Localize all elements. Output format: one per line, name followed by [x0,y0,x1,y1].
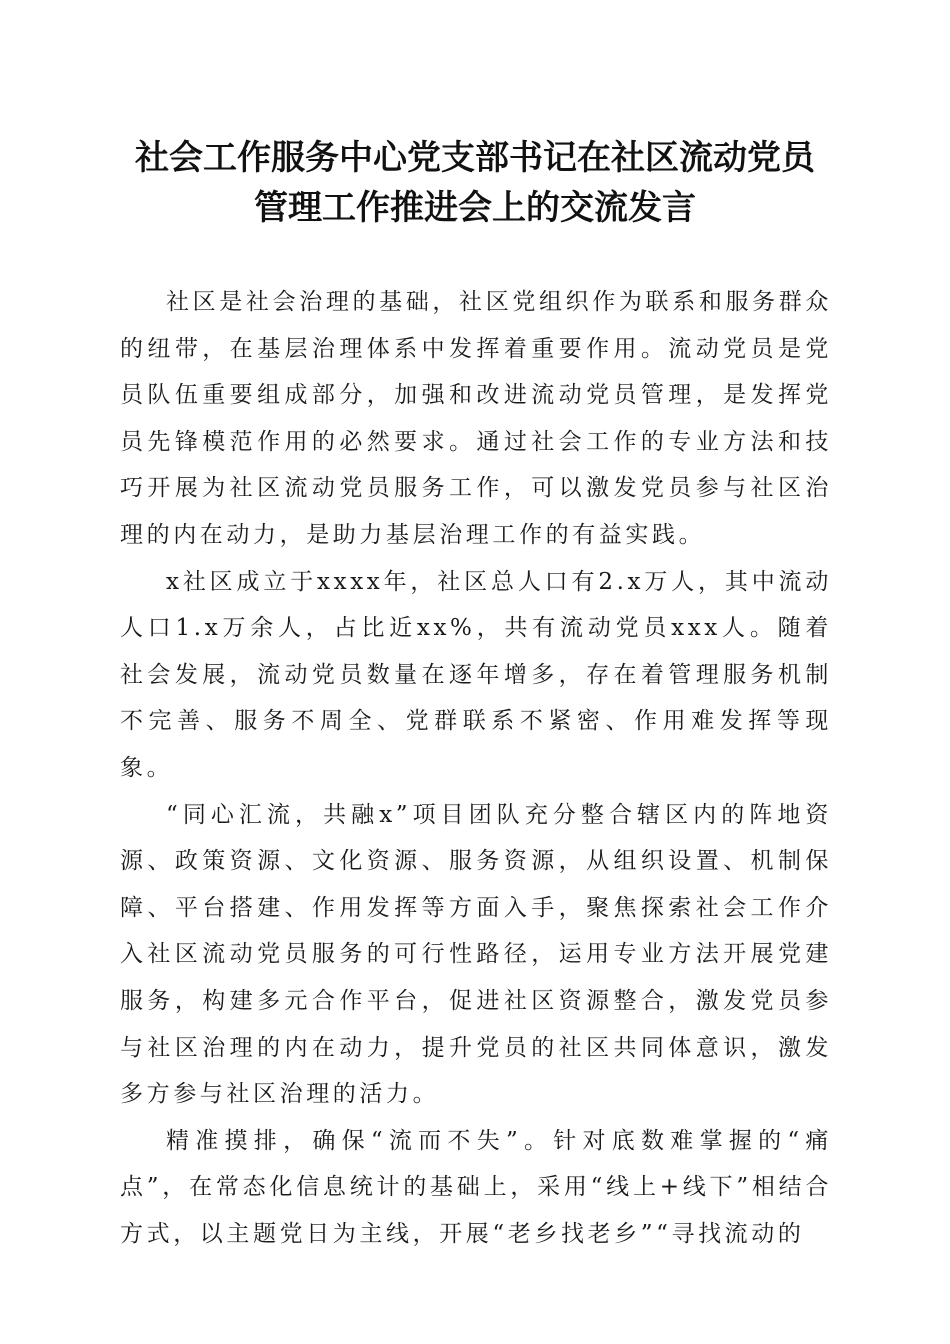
paragraph-3: “同心汇流，共融x”项目团队充分整合辖区内的阵地资源、政策资源、文化资源、服务资源，从组织设置、机制保障、平台搭建、作用发挥等方面入手，聚焦探索社会工作介入社区流动党员服务的可行性路径，运用专业方法开展党建服务，构建多元合作平台，促进社区资源整合，激发党员参与社区治理的内在动力，提升党员的社区共同体意识，激发多方参与社区治理的活力。 [120,801,832,1108]
paragraph-2: x社区成立于xxxx年，社区总人口有2.x万人，其中流动人口1.x万余人，占比近xx%，共有流动党员xxx人。随着社会发展，流动党员数量在逐年增多，存在着管理服务机制不完善、服务不周全、党群联系不紧密、作用难发挥等现象。 [120,568,832,781]
paragraph-1: 社区是社会治理的基础，社区党组织作为联系和服务群众的纽带，在基层治理体系中发挥着重要作用。流动党员是党员队伍重要组成部分，加强和改进流动党员管理，是发挥党员先锋模范作用的必然要求。通过社会工作的专业方法和技巧开展为社区流动党员服务工作，可以激发党员参与社区治理的内在动力，是助力基层治理工作的有益实践。 [120,289,832,548]
document-title [100,133,850,233]
title-line-2: 管理工作推进会上的交流发言 [254,188,696,228]
document-body [120,279,832,1257]
paragraph-4: 精准摸排，确保“流而不失”。针对底数难掌握的“痛点”，在常态化信息统计的基础上，采用“线上+线下”相结合方式，以主题党日为主线，开展“老乡找老乡”“寻找流动的 [120,1127,832,1247]
title-line-1: 社会工作服务中心党支部书记在社区流动党员 [135,138,815,178]
